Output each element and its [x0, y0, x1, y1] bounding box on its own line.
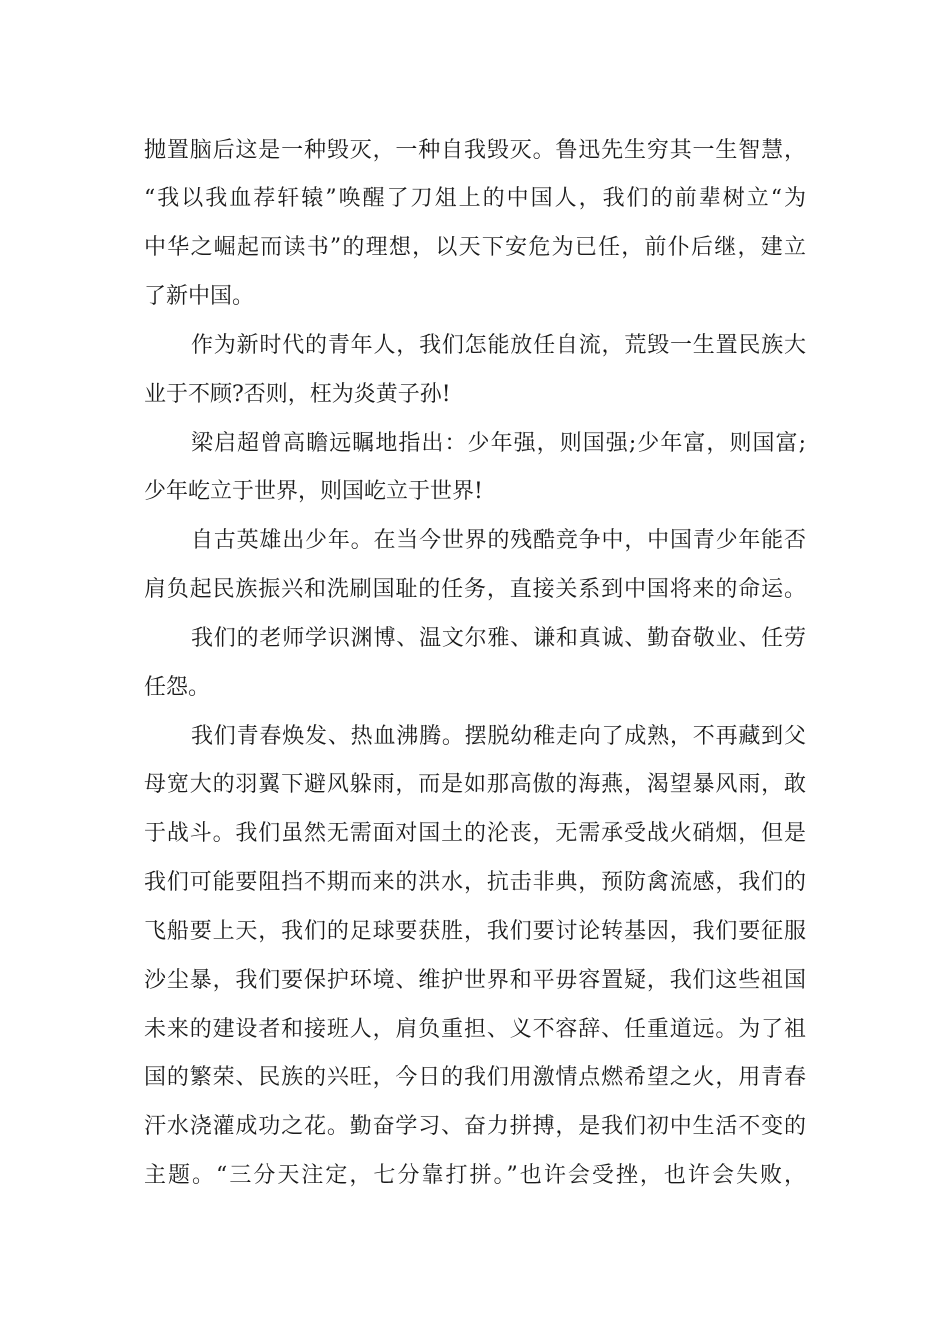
text-line: 作为新时代的青年人，我们怎能放任自流，荒毁一生置民族大 [191, 333, 806, 358]
text-line: 沙尘暴，我们要保护环境、维护世界和平毋容置疑，我们这些祖国 [144, 968, 806, 993]
text-line: 我们的老师学识渊博、温文尔雅、谦和真诚、勤奋敬业、任劳 [191, 626, 806, 651]
text-line: 母宽大的羽翼下避风躲雨，而是如那高傲的海燕，渴望暴风雨，敢 [144, 772, 806, 797]
text-line: 汗水浇灌成功之花。勤奋学习、奋力拼搏，是我们初中生活不变的 [144, 1114, 806, 1139]
text-line: 中华之崛起而读书”的理想，以天下安危为已任，前仆后继，建立 [144, 235, 806, 260]
text-line: 我们可能要阻挡不期而来的洪水，抗击非典，预防禽流感，我们的 [144, 870, 806, 895]
text-line: 主题。“三分天注定，七分靠打拼。”也许会受挫，也许会失败， [144, 1163, 806, 1188]
text-line: 抛置脑后这是一种毁灭，一种自我毁灭。鲁迅先生穷其一生智慧， [144, 138, 806, 163]
text-line: 国的繁荣、民族的兴旺，今日的我们用激情点燃希望之火，用青春 [144, 1065, 806, 1090]
text-line: “我以我血荐轩辕”唤醒了刀俎上的中国人，我们的前辈树立“为 [144, 186, 806, 211]
text-line: 业于不顾?否则，枉为炎黄子孙! [144, 382, 451, 407]
text-line: 我们青春焕发、热血沸腾。摆脱幼稚走向了成熟，不再藏到父 [191, 724, 806, 749]
text-line: 未来的建设者和接班人，肩负重担、义不容辞、任重道远。为了祖 [144, 1017, 806, 1042]
text-line: 肩负起民族振兴和洗刷国耻的任务，直接关系到中国将来的命运。 [144, 577, 806, 602]
text-line: 自古英雄出少年。在当今世界的残酷竞争中，中国青少年能否 [191, 528, 806, 553]
text-line: 了新中国。 [144, 284, 255, 309]
text-line: 任怨。 [144, 675, 211, 700]
text-line: 少年屹立于世界，则国屹立于世界! [144, 479, 483, 504]
text-line: 梁启超曾高瞻远瞩地指出：少年强，则国强;少年富，则国富; [191, 431, 806, 456]
text-line: 飞船要上天，我们的足球要获胜，我们要讨论转基因，我们要征服 [144, 919, 806, 944]
text-line: 于战斗。我们虽然无需面对国土的沦丧，无需承受战火硝烟，但是 [144, 821, 806, 846]
